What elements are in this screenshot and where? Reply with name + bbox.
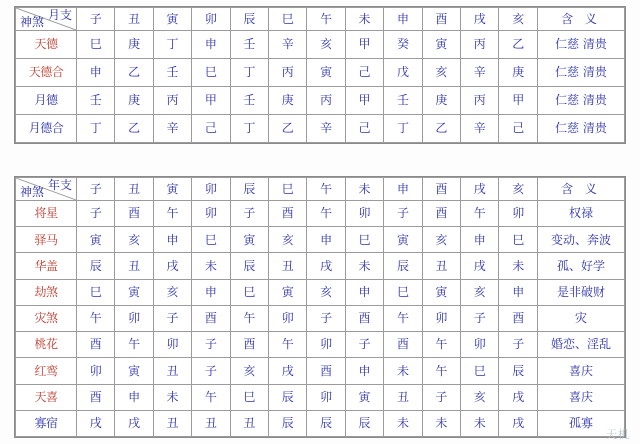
- table-cell: 子: [345, 332, 383, 358]
- table-cell: 巳: [345, 227, 383, 253]
- column-header: 酉: [422, 8, 460, 31]
- table-cell: 卯: [115, 305, 153, 331]
- table-cell: 酉: [77, 332, 115, 358]
- column-header: 寅: [153, 178, 191, 201]
- table-cell: 戌: [77, 410, 115, 436]
- column-header: 卯: [192, 178, 230, 201]
- table-cell: 子: [422, 384, 460, 410]
- table-cell: 未: [499, 253, 538, 279]
- watermark-text: 天机: [606, 428, 630, 441]
- table-cell: 亥: [230, 358, 268, 384]
- column-header: 亥: [499, 178, 538, 201]
- table-cell: 丙: [153, 87, 191, 115]
- table-header-row: [16, 178, 625, 201]
- year-branch-table: [14, 176, 626, 438]
- table-cell: 酉: [384, 332, 422, 358]
- table-cell: 未: [384, 410, 422, 436]
- meaning-cell: 喜庆: [538, 358, 625, 384]
- table-cell: 丑: [115, 253, 153, 279]
- table-cell: 辰: [499, 358, 538, 384]
- table-cell: 子: [384, 201, 422, 227]
- table-cell: 丁: [77, 115, 115, 143]
- table-cell: 巳: [230, 279, 268, 305]
- column-header: 戌: [461, 8, 499, 31]
- table-cell: 午: [384, 305, 422, 331]
- table-cell: 戌: [461, 253, 499, 279]
- meaning-cell: 仁慈 清贵: [538, 59, 625, 87]
- column-header: 申: [384, 178, 422, 201]
- table-cell: 未: [192, 253, 230, 279]
- table-cell: 甲: [499, 87, 538, 115]
- meaning-cell: 变动、奔波: [538, 227, 625, 253]
- meaning-cell: 喜庆: [538, 384, 625, 410]
- row-label: 驿马: [16, 227, 77, 253]
- table-cell: 巳: [230, 384, 268, 410]
- table-cell: 未: [461, 410, 499, 436]
- table-cell: 辰: [230, 253, 268, 279]
- table-cell: 寅: [307, 59, 345, 87]
- table-header-row: [16, 8, 625, 31]
- table-cell: 庚: [499, 59, 538, 87]
- table-cell: 乙: [115, 115, 153, 143]
- table-cell: 午: [422, 358, 460, 384]
- column-header: 戌: [461, 178, 499, 201]
- column-header: 卯: [192, 8, 230, 31]
- table-cell: 申: [345, 358, 383, 384]
- column-header: 亥: [499, 8, 538, 31]
- table-cell: 庚: [269, 87, 307, 115]
- corner-header-cell: [16, 8, 77, 31]
- table-cell: 午: [269, 332, 307, 358]
- table-cell: 辛: [461, 59, 499, 87]
- column-header: 巳: [269, 8, 307, 31]
- table-cell: 丁: [230, 59, 268, 87]
- column-header: 子: [77, 178, 115, 201]
- table-cell: 甲: [192, 87, 230, 115]
- table-cell: 亥: [422, 59, 460, 87]
- meaning-cell: 仁慈 清贵: [538, 115, 625, 143]
- table-cell: 酉: [192, 305, 230, 331]
- table-cell: 午: [230, 305, 268, 331]
- table-cell: 寅: [115, 358, 153, 384]
- table-cell: 卯: [307, 332, 345, 358]
- table-cell: 寅: [345, 384, 383, 410]
- row-label: 天喜: [16, 384, 77, 410]
- table-cell: 庚: [115, 31, 153, 59]
- corner-top-label: 月支: [47, 8, 72, 22]
- table-cell: 戌: [307, 253, 345, 279]
- meaning-cell: 灾: [538, 305, 625, 331]
- table-row: [16, 31, 625, 59]
- table-cell: 戌: [115, 410, 153, 436]
- table-cell: 午: [115, 332, 153, 358]
- table-cell: 子: [192, 332, 230, 358]
- table-cell: 丑: [153, 410, 191, 436]
- table-cell: 子: [461, 305, 499, 331]
- table-cell: 巳: [192, 59, 230, 87]
- table-cell: 辰: [77, 253, 115, 279]
- table-cell: 卯: [422, 305, 460, 331]
- meaning-cell: 权禄: [538, 201, 625, 227]
- corner-bottom-label: 神煞: [20, 15, 45, 30]
- table-cell: 子: [153, 305, 191, 331]
- meaning-column-header: 含 义: [538, 178, 625, 201]
- table-cell: 乙: [269, 115, 307, 143]
- table-cell: 亥: [307, 279, 345, 305]
- table-cell: 酉: [422, 201, 460, 227]
- table-cell: 申: [461, 227, 499, 253]
- column-header: 寅: [153, 8, 191, 31]
- column-header: 午: [307, 178, 345, 201]
- table-cell: 丑: [384, 384, 422, 410]
- table-cell: 亥: [461, 384, 499, 410]
- row-label: 月德: [16, 87, 77, 115]
- table-cell: 辛: [307, 115, 345, 143]
- table-row: [16, 115, 625, 143]
- table-cell: 未: [153, 384, 191, 410]
- table-cell: 辰: [307, 410, 345, 436]
- table-cell: 子: [307, 305, 345, 331]
- table-row: [16, 279, 625, 305]
- table-cell: 辛: [461, 115, 499, 143]
- table-cell: 申: [192, 31, 230, 59]
- table-row: [16, 410, 625, 436]
- column-header: 辰: [230, 178, 268, 201]
- table-cell: 辰: [269, 384, 307, 410]
- corner-bottom-label: 神煞: [20, 185, 45, 200]
- table-cell: 丑: [192, 410, 230, 436]
- table-cell: 丙: [461, 31, 499, 59]
- table-cell: 卯: [499, 201, 538, 227]
- table-cell: 亥: [422, 227, 460, 253]
- table-cell: 卯: [192, 201, 230, 227]
- table-cell: 子: [499, 332, 538, 358]
- table-cell: 寅: [384, 227, 422, 253]
- table-cell: 未: [422, 410, 460, 436]
- table-cell: 午: [77, 305, 115, 331]
- table-cell: 酉: [77, 384, 115, 410]
- table-row: [16, 227, 625, 253]
- table-cell: 巳: [192, 227, 230, 253]
- table-cell: 卯: [269, 305, 307, 331]
- table-cell: 申: [499, 279, 538, 305]
- table-cell: 亥: [461, 279, 499, 305]
- table-cell: 乙: [115, 59, 153, 87]
- table-cell: 申: [307, 227, 345, 253]
- table-cell: 寅: [77, 227, 115, 253]
- table-cell: 申: [77, 59, 115, 87]
- table-row: [16, 87, 625, 115]
- table-cell: 酉: [230, 332, 268, 358]
- table-row: [16, 332, 625, 358]
- table-cell: 戌: [153, 253, 191, 279]
- row-label: 桃花: [16, 332, 77, 358]
- row-label: 天德: [16, 31, 77, 59]
- table-cell: 巳: [77, 31, 115, 59]
- table-cell: 甲: [345, 87, 383, 115]
- table-cell: 卯: [77, 358, 115, 384]
- table-cell: 丑: [422, 253, 460, 279]
- table-cell: 辰: [345, 410, 383, 436]
- table-cell: 丁: [384, 115, 422, 143]
- table-cell: 亥: [153, 279, 191, 305]
- meaning-cell: 仁慈 清贵: [538, 31, 625, 59]
- month-branch-grid: [15, 7, 625, 143]
- table-cell: 巳: [77, 279, 115, 305]
- table-cell: 丑: [269, 253, 307, 279]
- corner-top-label: 年支: [47, 178, 72, 192]
- table-cell: 辛: [269, 31, 307, 59]
- table-cell: 寅: [115, 279, 153, 305]
- table-cell: 卯: [307, 384, 345, 410]
- row-label: 将星: [16, 201, 77, 227]
- table-cell: 壬: [230, 87, 268, 115]
- table-row: [16, 358, 625, 384]
- corner-header-cell: [16, 178, 77, 201]
- table-cell: 辰: [384, 253, 422, 279]
- table-cell: 庚: [422, 87, 460, 115]
- column-header: 酉: [422, 178, 460, 201]
- table-cell: 酉: [499, 305, 538, 331]
- table-row: [16, 384, 625, 410]
- meaning-cell: 孤寡: [538, 410, 625, 436]
- table-cell: 丙: [461, 87, 499, 115]
- year-branch-grid: [15, 177, 625, 437]
- column-header: 申: [384, 8, 422, 31]
- table-row: [16, 59, 625, 87]
- table-cell: 子: [77, 201, 115, 227]
- row-label: 月德合: [16, 115, 77, 143]
- table-cell: 癸: [384, 31, 422, 59]
- row-label: 天德合: [16, 59, 77, 87]
- table-cell: 寅: [230, 227, 268, 253]
- table-row: [16, 201, 625, 227]
- row-label: 劫煞: [16, 279, 77, 305]
- table-cell: 甲: [345, 31, 383, 59]
- table-cell: 未: [384, 358, 422, 384]
- table-cell: 壬: [384, 87, 422, 115]
- table-cell: 丑: [230, 410, 268, 436]
- table-cell: 寅: [422, 279, 460, 305]
- table-cell: 戊: [384, 59, 422, 87]
- table-cell: 子: [192, 358, 230, 384]
- table-cell: 壬: [153, 59, 191, 87]
- month-branch-table: [14, 6, 626, 144]
- meaning-column-header: 含 义: [538, 8, 625, 31]
- meaning-cell: 孤、好学: [538, 253, 625, 279]
- table-cell: 卯: [345, 201, 383, 227]
- column-header: 丑: [115, 178, 153, 201]
- meaning-cell: 婚恋、淫乱: [538, 332, 625, 358]
- table-cell: 丙: [307, 87, 345, 115]
- column-header: 辰: [230, 8, 268, 31]
- table-cell: 丑: [153, 358, 191, 384]
- column-header: 未: [345, 8, 383, 31]
- table-cell: 丙: [269, 59, 307, 87]
- table-cell: 卯: [153, 332, 191, 358]
- table-cell: 酉: [269, 201, 307, 227]
- table-cell: 卯: [461, 332, 499, 358]
- table-cell: 壬: [77, 87, 115, 115]
- table-cell: 申: [153, 227, 191, 253]
- table-cell: 子: [230, 201, 268, 227]
- table-cell: 未: [345, 253, 383, 279]
- table-cell: 庚: [115, 87, 153, 115]
- table-cell: 辰: [269, 410, 307, 436]
- column-header: 子: [77, 8, 115, 31]
- table-cell: 巳: [461, 358, 499, 384]
- table-cell: 己: [345, 59, 383, 87]
- table-cell: 壬: [230, 31, 268, 59]
- table-cell: 申: [115, 384, 153, 410]
- table-cell: 午: [461, 201, 499, 227]
- table-row: [16, 305, 625, 331]
- meaning-cell: 是非破财: [538, 279, 625, 305]
- row-label: 红鸾: [16, 358, 77, 384]
- table-cell: 午: [153, 201, 191, 227]
- meaning-cell: 仁慈 清贵: [538, 87, 625, 115]
- table-cell: 寅: [422, 31, 460, 59]
- table-cell: 午: [192, 384, 230, 410]
- table-cell: 酉: [115, 201, 153, 227]
- table-cell: 午: [422, 332, 460, 358]
- table-cell: 戌: [499, 384, 538, 410]
- table-row: [16, 253, 625, 279]
- table-cell: 午: [307, 201, 345, 227]
- table-cell: 酉: [345, 305, 383, 331]
- table-cell: 戌: [499, 410, 538, 436]
- table-cell: 己: [499, 115, 538, 143]
- table-cell: 申: [345, 279, 383, 305]
- column-header: 丑: [115, 8, 153, 31]
- table-cell: 乙: [499, 31, 538, 59]
- table-cell: 丁: [230, 115, 268, 143]
- row-label: 寡宿: [16, 410, 77, 436]
- table-cell: 戌: [269, 358, 307, 384]
- table-cell: 寅: [269, 279, 307, 305]
- row-label: 灾煞: [16, 305, 77, 331]
- table-cell: 乙: [422, 115, 460, 143]
- column-header: 巳: [269, 178, 307, 201]
- column-header: 午: [307, 8, 345, 31]
- table-cell: 申: [192, 279, 230, 305]
- table-cell: 己: [345, 115, 383, 143]
- table-cell: 亥: [269, 227, 307, 253]
- table-cell: 亥: [115, 227, 153, 253]
- table-cell: 酉: [307, 358, 345, 384]
- table-cell: 巳: [499, 227, 538, 253]
- table-cell: 亥: [307, 31, 345, 59]
- column-header: 未: [345, 178, 383, 201]
- table-cell: 丁: [153, 31, 191, 59]
- table-cell: 巳: [384, 279, 422, 305]
- table-cell: 辛: [153, 115, 191, 143]
- table-cell: 己: [192, 115, 230, 143]
- row-label: 华盖: [16, 253, 77, 279]
